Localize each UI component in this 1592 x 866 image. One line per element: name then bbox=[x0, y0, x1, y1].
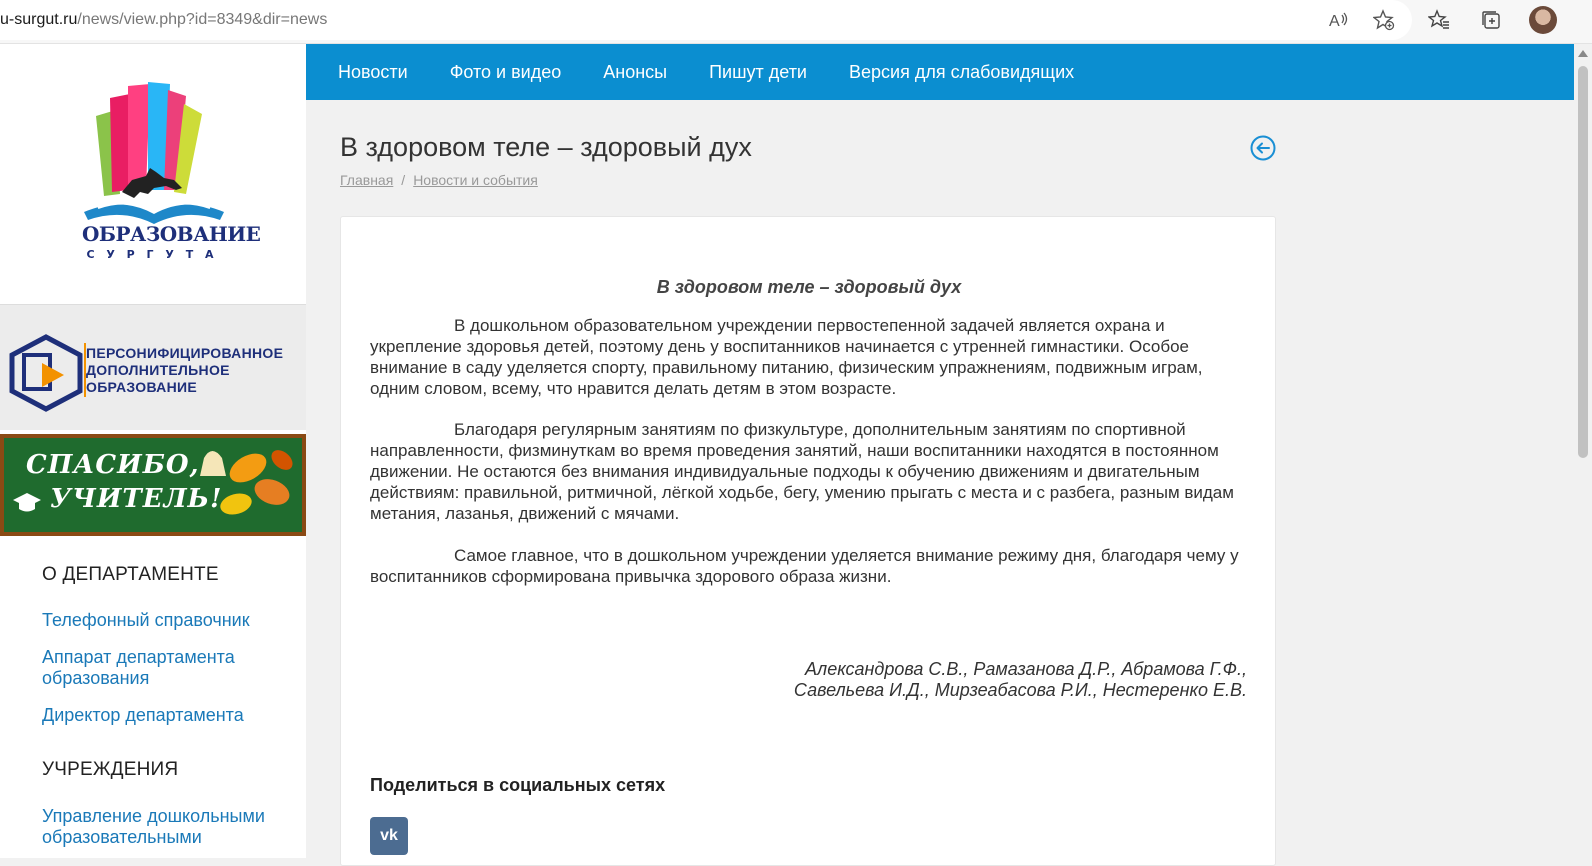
sidebar-link-department-staff[interactable]: Аппарат департамента образования bbox=[42, 647, 235, 688]
article-heading: В здоровом теле – здоровый дух bbox=[656, 277, 962, 297]
vk-share-button[interactable] bbox=[370, 817, 408, 855]
article-paragraph: Самое главное, что в дошкольном учреждении уделяется внимание режиму дня, благодаря чему у воспитанников сформирована привычка здорового образа жизни. bbox=[370, 546, 1239, 586]
svg-text:A: A bbox=[1329, 13, 1340, 30]
pfdo-line-3: ОБРАЗОВАНИЕ bbox=[86, 379, 197, 395]
profile-avatar[interactable] bbox=[1529, 6, 1557, 34]
sidebar-link-director[interactable]: Директор департамента bbox=[42, 705, 244, 725]
graduation-cap-icon bbox=[12, 488, 42, 518]
article-paragraph: В дошкольном образовательном учреждении первостепенной задачей является охрана и укрепление здоровья детей, поэтому день у воспитанников начинается с утренней гимнастики. Особое внимание в саду уделяется спорту, правильному питанию, физическим упражнениям, подвижным играм, одним словом, всему, что нравится делать детям в этом возрасте. bbox=[370, 316, 1203, 398]
left-sidebar bbox=[0, 44, 306, 858]
scroll-up-arrow-icon[interactable] bbox=[1578, 50, 1588, 57]
url-text[interactable]: u-surgut.ru/news/view.php?id=8349&dir=news bbox=[0, 11, 328, 28]
teacher-banner-board bbox=[4, 438, 302, 532]
browser-toolbar bbox=[0, 0, 1592, 44]
page-title: В здоровом теле – здоровый дух bbox=[340, 132, 752, 162]
vk-icon: vk bbox=[380, 827, 398, 844]
authors-line-2: Савельева И.Д., Мирзеабасова Р.И., Нестеренко Е.В. bbox=[793, 680, 1247, 700]
article-authors bbox=[794, 659, 1247, 701]
main-navigation bbox=[306, 44, 1574, 100]
breadcrumb bbox=[340, 172, 538, 188]
scrollbar-thumb[interactable] bbox=[1578, 66, 1588, 458]
nav-announcements[interactable]: Анонсы bbox=[603, 61, 668, 82]
favorites-icon[interactable] bbox=[1425, 6, 1453, 34]
breadcrumb-home[interactable]: Главная bbox=[340, 172, 394, 188]
pfdo-logo-icon bbox=[6, 333, 86, 413]
pfdo-text bbox=[86, 345, 296, 396]
authors-line-1: Александрова С.В., Рамазанова Д.Р., Абрамова Г.Ф., bbox=[805, 659, 1247, 679]
sidebar-heading-institutions: УЧРЕЖДЕНИЯ bbox=[42, 759, 179, 780]
teacher-banner-line-2: УЧИТЕЛЬ! bbox=[50, 484, 223, 514]
article-card bbox=[340, 216, 1276, 866]
thank-teacher-banner[interactable] bbox=[0, 434, 306, 536]
add-favorite-icon[interactable] bbox=[1370, 6, 1398, 34]
collections-icon[interactable] bbox=[1477, 6, 1505, 34]
teacher-banner-line-1: СПАСИБО, bbox=[26, 450, 200, 480]
address-bar[interactable] bbox=[0, 0, 1412, 40]
logo-title: ОБРАЗОВАНИЕ bbox=[82, 222, 261, 246]
pfdo-banner[interactable] bbox=[0, 304, 306, 430]
pfdo-line-1: ПЕРСОНИФИЦИРОВАННОЕ bbox=[86, 345, 284, 361]
logo-graphic bbox=[0, 44, 306, 302]
nav-children-write[interactable]: Пишут дети bbox=[709, 61, 807, 82]
nav-news[interactable]: Новости bbox=[338, 61, 408, 82]
page-scrollbar[interactable] bbox=[1574, 44, 1592, 858]
nav-accessibility-version[interactable]: Версия для слабовидящих bbox=[849, 61, 1075, 82]
back-arrow-icon[interactable] bbox=[1250, 135, 1276, 161]
sidebar-link-phone-directory[interactable]: Телефонный справочник bbox=[42, 610, 250, 630]
share-heading: Поделиться в социальных сетях bbox=[370, 775, 666, 795]
breadcrumb-news-events[interactable]: Новости и события bbox=[413, 172, 538, 188]
nav-photo-video[interactable]: Фото и видео bbox=[449, 61, 562, 82]
read-aloud-icon[interactable] bbox=[1324, 6, 1352, 34]
breadcrumb-separator: / bbox=[401, 172, 406, 188]
autumn-leaves-icon bbox=[190, 438, 300, 532]
logo-subtitle: С У Р Г У Т А bbox=[86, 248, 218, 261]
sidebar-link-preschool-management[interactable]: Управление дошкольными образовательными bbox=[42, 806, 265, 847]
site-logo[interactable] bbox=[0, 44, 306, 302]
pfdo-line-2: ДОПОЛНИТЕЛЬНОЕ bbox=[86, 362, 230, 378]
sidebar-heading-department: О ДЕПАРТАМЕНТЕ bbox=[42, 564, 219, 585]
article-paragraph: Благодаря регулярным занятиям по физкультуре, дополнительным занятиям по спортивной направленности, физминуткам во время проведения занятий, наши воспитанники находятся в постоянном движении. Не остаются без внимания индивидуальные подходы к обучению движениям и двигательным действиям: правильной, ритмичной, лёгкой ходьбе, бегу, умению прыгать с места и с разбега, разным видам метания, лазанья, движений с мячами. bbox=[370, 420, 1234, 523]
